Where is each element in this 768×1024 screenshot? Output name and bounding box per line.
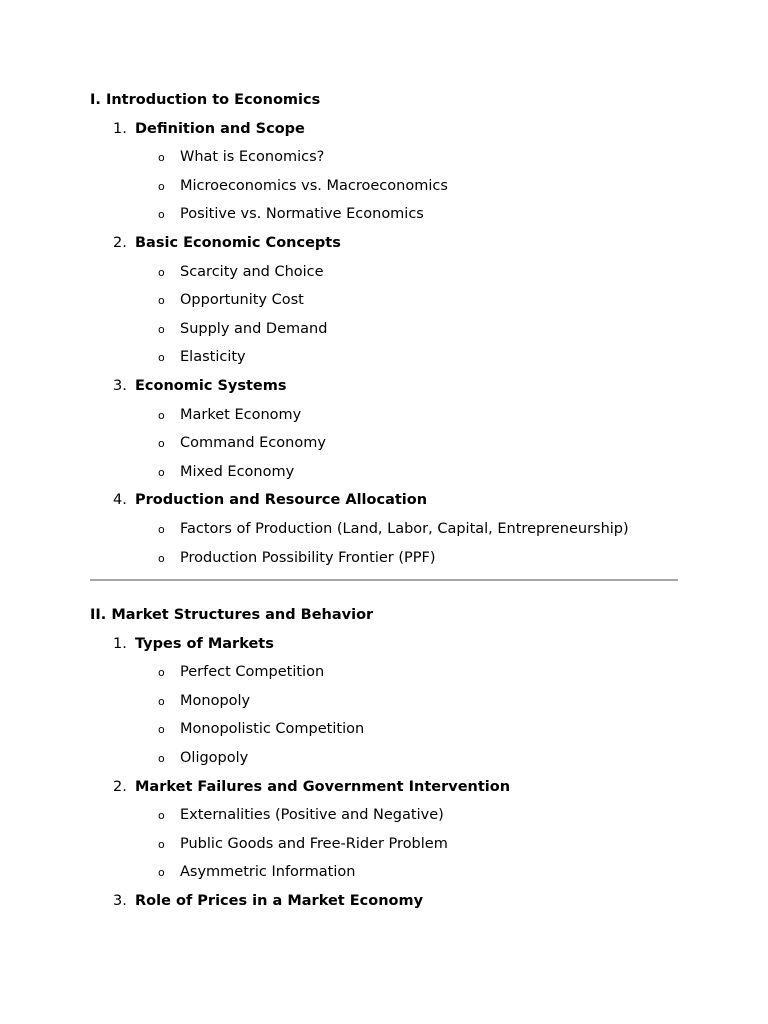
topic-title: Basic Economic Concepts [135,234,341,251]
subtopic-text: Monopoly [180,692,251,709]
topic-title: Market Failures and Government Intervention [135,778,511,795]
section-2 [90,605,678,920]
subtopic-text: Production Possibility Frontier (PPF) [180,549,436,566]
subtopic-text: Oligopoly [180,749,249,766]
topic-number: 2. [113,778,127,795]
subtopic-item [90,834,678,854]
bullet-icon: o [158,322,165,336]
section-1 [90,90,678,576]
section-title: II. Market Structures and Behavior [90,607,374,623]
topic-item [90,376,678,482]
bullet-icon: o [158,866,165,880]
subtopic-text: Monopolistic Competition [180,721,365,738]
subtopic-item [90,290,678,310]
topic-heading [90,376,678,396]
subtopic-text: Scarcity and Choice [180,263,324,280]
subtopic-text: Microeconomics vs. Macroeconomics [180,177,448,194]
subtopic-text: Externalities (Positive and Negative) [180,807,444,824]
bullet-icon: o [158,551,165,565]
topic-number: 4. [113,492,127,509]
section-title: I. Introduction to Economics [90,92,321,108]
subtopic-item [90,805,678,825]
subtopic-list [90,519,678,568]
subtopic-item [90,405,678,425]
bullet-icon: o [158,351,165,365]
topic-item [90,490,678,567]
subtopic-item [90,462,678,482]
subtopic-list [90,147,678,224]
subtopic-item [90,347,678,367]
subtopic-text: Supply and Demand [180,320,328,337]
subtopic-text: Factors of Production (Land, Labor, Capital, Entrepreneurship) [180,520,629,537]
topic-item [90,777,678,883]
bullet-icon: o [158,751,165,765]
topic-number: 3. [113,892,127,909]
subtopic-text: Public Goods and Free-Rider Problem [180,835,448,852]
topic-heading [90,634,678,654]
bullet-icon: o [158,809,165,823]
subtopic-list [90,405,678,482]
bullet-icon: o [158,666,165,680]
topic-number: 3. [113,377,127,394]
bullet-icon: o [158,294,165,308]
subtopic-list [90,805,678,882]
topic-item [90,634,678,768]
subtopic-list [90,662,678,768]
topic-list [90,634,678,911]
subtopic-item [90,319,678,339]
subtopic-item [90,176,678,196]
topic-title: Definition and Scope [135,120,305,137]
subtopic-text: Asymmetric Information [180,864,356,881]
bullet-icon: o [158,723,165,737]
topic-title: Role of Prices in a Market Economy [135,892,424,909]
topic-item [90,891,678,911]
bullet-icon: o [158,837,165,851]
topic-number: 1. [113,120,127,137]
subtopic-item [90,691,678,711]
subtopic-item [90,204,678,224]
subtopic-item [90,548,678,568]
subtopic-item [90,719,678,739]
bullet-icon: o [158,179,165,193]
topic-list [90,119,678,568]
topic-title: Production and Resource Allocation [135,492,428,509]
topic-number: 2. [113,234,127,251]
subtopic-text: Market Economy [180,406,302,423]
topic-heading [90,891,678,911]
bullet-icon: o [158,208,165,222]
subtopic-item [90,147,678,167]
subtopic-text: Mixed Economy [180,463,295,480]
subtopic-text: Command Economy [180,435,326,452]
bullet-icon: o [158,265,165,279]
section-divider [90,579,678,581]
topic-heading [90,119,678,139]
bullet-icon: o [158,408,165,422]
subtopic-item [90,433,678,453]
topic-title: Types of Markets [135,635,274,652]
subtopic-text: What is Economics? [180,149,325,166]
bullet-icon: o [158,151,165,165]
bullet-icon: o [158,694,165,708]
subtopic-item [90,748,678,768]
bullet-icon: o [158,465,165,479]
topic-title: Economic Systems [135,377,287,394]
topic-heading [90,233,678,253]
subtopic-text: Opportunity Cost [180,292,304,309]
topic-number: 1. [113,635,127,652]
subtopic-list [90,262,678,368]
subtopic-text: Positive vs. Normative Economics [180,206,424,223]
subtopic-item [90,662,678,682]
subtopic-item [90,519,678,539]
subtopic-text: Elasticity [180,349,246,366]
topic-item [90,119,678,225]
topic-item [90,233,678,367]
topic-heading [90,777,678,797]
subtopic-text: Perfect Competition [180,664,325,681]
topic-heading [90,490,678,510]
bullet-icon: o [158,522,165,536]
subtopic-item [90,262,678,282]
subtopic-item [90,862,678,882]
bullet-icon: o [158,437,165,451]
